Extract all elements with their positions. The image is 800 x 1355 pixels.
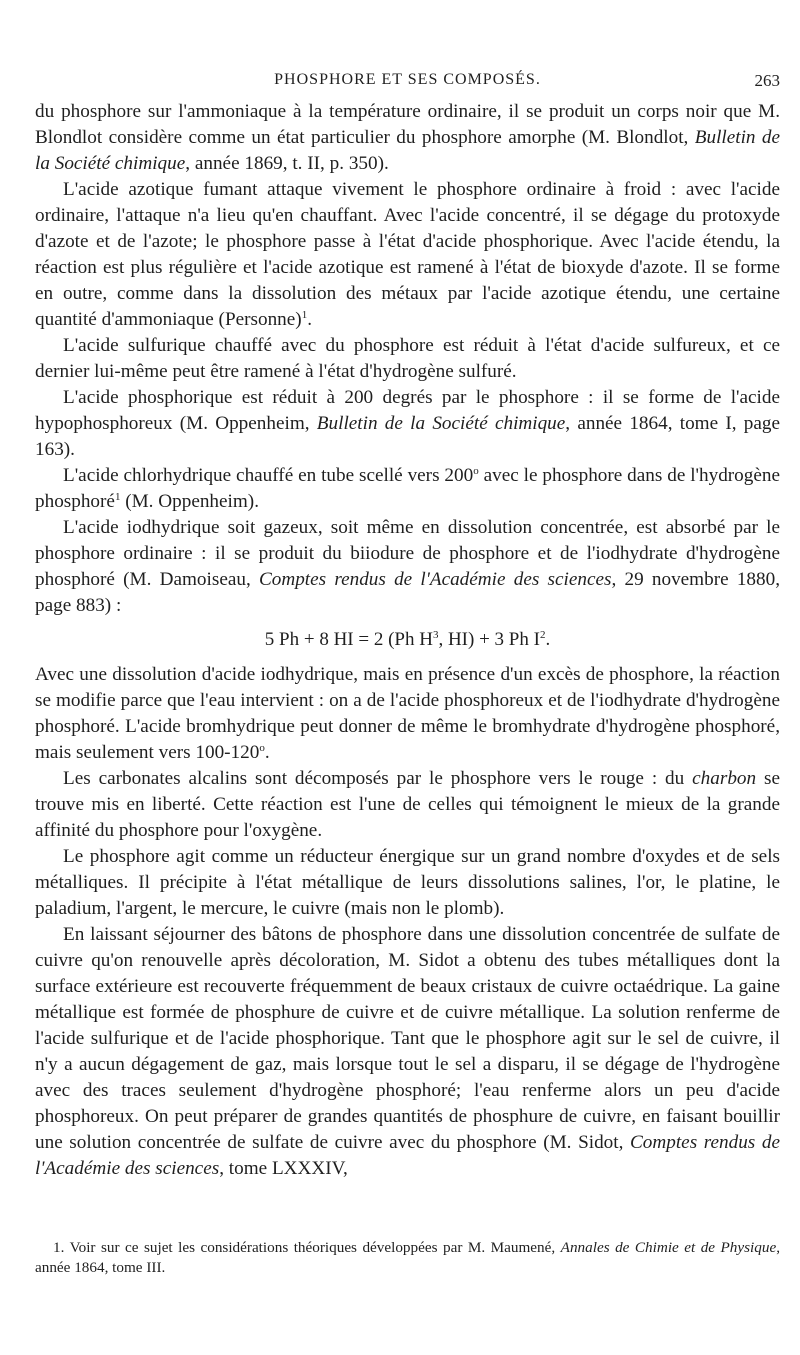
chemical-equation <box>35 627 780 653</box>
superscript: 1 <box>301 309 308 321</box>
text-run: L'acide iodhydrique soit gazeux, soit même en dissolution concentrée, est absorbé par le phosphore ordinaire : il se produit du biiodure de phosphore et de l'iodhydrate d'hydrogène phosphoré (M. Damoiseau, <box>35 517 780 590</box>
superscript: 1 <box>114 491 121 503</box>
text-run: Avec une dissolution d'acide iodhydrique, mais en présence d'un excès de phosphore, la réaction se modifie parce que l'eau intervient : on a de l'acide phosphoreux et de l'iodhydrate d'hydrogène phosphoré. L'acide bromhydrique peut donner de même le bromhydrate d'hydrogène phosphoré, mais seulement vers 100-120 <box>35 664 780 763</box>
text-run: , année 1869, t. II, p. 350). <box>185 153 389 174</box>
paragraph <box>35 333 780 385</box>
paragraph <box>35 922 780 1182</box>
text-run: 5 Ph + 8 HI = 2 (Ph H <box>264 629 433 650</box>
paragraph <box>35 844 780 922</box>
text-run: L'acide phosphorique est réduit à 200 degrés par le phosphore : il se forme de l'acide hypophosphoreux (M. Oppenheim, <box>35 387 780 434</box>
text-run: L'acide chlorhydrique chauffé en tube scellé vers 200 <box>63 465 474 486</box>
body-text <box>35 99 780 1182</box>
italic-citation: Bulletin de la Société chimique <box>35 127 781 174</box>
italic-citation: Annales de Chimie et de Physique <box>560 1239 777 1256</box>
text-run: Le phosphore agit comme un réducteur énergique sur un grand nombre d'oxydes et de sels métalliques. Il précipite à l'état métallique de leurs dissolutions salines, l'or, le platine, le paladium, l'argent, le mercure, le cuivre (mais non le plomb). <box>35 846 780 919</box>
italic-citation: Comptes rendus de l'Académie des sciences <box>35 1132 780 1179</box>
superscript: 3 <box>432 629 439 641</box>
italic-citation: Bulletin de la Société chimique <box>316 413 566 434</box>
text-run: , année 1864, tome I, page 163). <box>35 413 780 460</box>
text-run: Les carbonates alcalins sont décomposés par le phosphore vers le rouge : du <box>63 768 693 789</box>
text-run: , 29 novembre 1880, page 883) : <box>35 569 780 616</box>
text-run: (M. Oppenheim). <box>120 491 259 512</box>
italic-citation: Comptes rendus de l'Académie des sciences <box>258 569 612 590</box>
superscript: 2 <box>539 629 546 641</box>
page-number: 263 <box>754 71 780 90</box>
text-run: , année 1864, tome III. <box>35 1239 780 1276</box>
italic-citation: charbon <box>692 768 757 789</box>
text-run: . <box>307 309 312 330</box>
text-run: . <box>264 742 270 763</box>
paragraph <box>35 99 780 177</box>
paragraph <box>35 177 780 333</box>
text-run: En laissant séjourner des bâtons de phosphore dans une dissolution concentrée de sulfate de cuivre qu'on renouvelle après décoloration, M. Sidot a obtenu des tubes métalliques dont la surface extérieure est recouverte fréquemment de beaux cristaux de cuivre octaédrique. La gaine métallique est formée de phosphure de cuivre et de cuivre métallique. La solution renferme de l'acide sulfurique et de l'acide phosphorique. Tant que le phosphore agit sur le sel de cuivre, il n'y a aucun dégagement de gaz, mais lorsque tout le sel a disparu, il se dégage de l'hydrogène avec des traces seulement d'hydrogène phosphoré; l'eau renferme alors un peu d'acide phosphoreux. On peut préparer de grandes quantités de phosphure de cuivre, en faisant bouillir une solution concentrée de sulfate de cuivre avec du phosphore (M. Sidot, <box>35 924 780 1153</box>
footnotes <box>35 1238 780 1278</box>
superscript: o <box>259 742 265 754</box>
paragraph <box>35 515 780 619</box>
running-head: PHOSPHORE ET SES COMPOSÉS. <box>274 71 541 88</box>
text-run: du phosphore sur l'ammoniaque à la température ordinaire, il se produit un corps noir que M. Blondlot considère comme un état particulier du phosphore amorphe (M. Blondlot, <box>35 101 780 148</box>
text-run: , tome LXXXIV, <box>219 1158 348 1179</box>
paragraph <box>35 662 780 766</box>
footnote <box>35 1238 780 1278</box>
paragraph <box>35 766 780 844</box>
text-run: . <box>545 629 551 650</box>
page-header <box>35 71 780 93</box>
paragraph <box>35 385 780 463</box>
text-run: , HI) + 3 Ph I <box>438 629 540 650</box>
text-run: L'acide sulfurique chauffé avec du phosphore est réduit à l'état d'acide sulfureux, et ce dernier lui-même peut être ramené à l'état d'hydrogène sulfuré. <box>35 335 780 382</box>
paragraph <box>35 463 780 515</box>
text-run: avec le phosphore dans de l'hydrogène phosphoré <box>35 465 780 512</box>
text-run: L'acide azotique fumant attaque vivement le phosphore ordinaire à froid : avec l'acide ordinaire, l'attaque n'a lieu qu'en chauffant. Avec l'acide concentré, il se dégage du protoxyde d'azote et de l'azote; le phosphore passe à l'état d'acide phosphorique. Avec l'acide étendu, la réaction est plus régulière et l'acide azotique est ramené à l'état de bioxyde d'azote. Il se forme en outre, comme dans la dissolution des métaux par l'acide azotique étendu, une certaine quantité d'ammoniaque (Personne) <box>35 179 780 330</box>
text-run: se trouve mis en liberté. Cette réaction est l'une de celles qui témoignent le mieux de la grande affinité du phosphore pour l'oxygène. <box>35 768 780 841</box>
text-run: 1. Voir sur ce sujet les considérations théoriques développées par M. Maumené, <box>53 1239 561 1256</box>
superscript: o <box>473 465 479 477</box>
